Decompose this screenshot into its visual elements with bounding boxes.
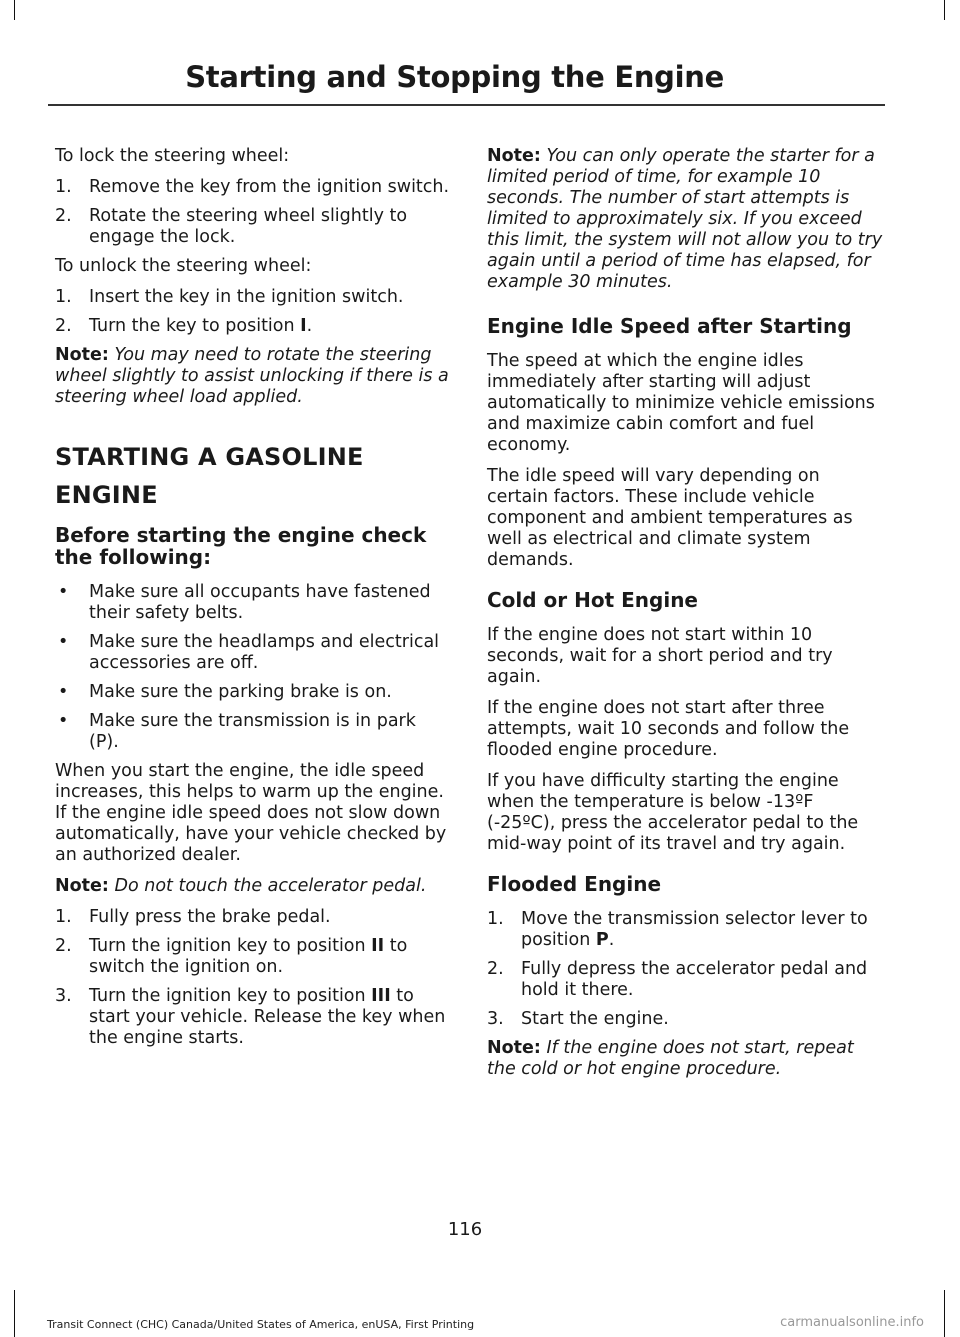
flooded-step <box>487 909 883 951</box>
checklist-text: Make sure the parking brake is on. <box>89 682 392 702</box>
step-text: Turn the ignition key to position <box>89 936 372 956</box>
checklist-heading: Before starting the engine check the following: <box>55 523 427 569</box>
start-step <box>55 907 451 928</box>
checklist-item <box>55 632 451 674</box>
section-title-line: STARTING A GASOLINE <box>55 443 364 471</box>
note-text: If the engine does not start, repeat the cold or hot engine procedure. <box>487 1038 854 1079</box>
note-text: You may need to rotate the steering wheel slightly to assist unlocking if there is a steering wheel load applied. <box>55 345 449 407</box>
position-marker: II <box>371 936 385 956</box>
flooded-step <box>487 1009 883 1030</box>
note-label: Note: <box>487 146 541 166</box>
note-label: Note: <box>55 876 109 896</box>
checklist-item <box>55 711 451 753</box>
start-step <box>55 986 451 1049</box>
step-number: 2. <box>55 936 72 956</box>
flooded-step <box>487 959 883 1001</box>
cold-paragraph: If the engine does not start after three attempts, wait 10 seconds and follow the flooded engine procedure. <box>487 698 850 760</box>
crop-mark-top-right <box>944 0 945 20</box>
flooded-engine-heading: Flooded Engine <box>487 872 662 896</box>
step-number: 2. <box>55 206 72 226</box>
step-number: 2. <box>55 316 72 336</box>
position-marker: I <box>300 316 307 336</box>
unlock-intro: To unlock the steering wheel: <box>55 256 312 276</box>
crop-mark-top-left <box>14 0 15 20</box>
note <box>487 1038 883 1080</box>
bullet-icon: • <box>58 632 69 652</box>
step-number: 1. <box>55 287 72 307</box>
idle-speed-paragraph: When you start the engine, the idle speed increases, this helps to warm up the engine. If the engine idle speed does not slow down automatically, have your vehicle checked by an authorized dealer. <box>55 761 447 865</box>
unlock-step <box>55 287 451 308</box>
bullet-icon: • <box>58 711 69 731</box>
step-number: 1. <box>55 907 72 927</box>
step-text: Rotate the steering wheel slightly to engage the lock. <box>89 206 408 247</box>
bullet-icon: • <box>58 682 69 702</box>
page-header-title: Starting and Stopping the Engine <box>185 60 724 94</box>
unlock-step <box>55 316 451 337</box>
step-number: 3. <box>55 986 72 1006</box>
step-number: 3. <box>487 1009 504 1029</box>
section-title <box>55 442 451 510</box>
step-text: Fully depress the accelerator pedal and hold it there. <box>521 959 868 1000</box>
cold-paragraph: If the engine does not start within 10 seconds, wait for a short period and try again. <box>487 625 833 687</box>
right-column <box>487 146 883 1090</box>
page-number: 116 <box>447 1219 483 1240</box>
step-text-end: . <box>306 316 313 336</box>
step-number: 1. <box>55 177 72 197</box>
note <box>55 345 451 408</box>
idle-speed-heading: Engine Idle Speed after Starting <box>487 314 852 338</box>
lock-step <box>55 177 451 198</box>
step-text: Move the transmission selector lever to position <box>521 909 868 950</box>
step-text: Turn the key to position <box>89 316 301 336</box>
note <box>55 876 451 897</box>
position-marker: III <box>371 986 391 1006</box>
step-text: Turn the ignition key to position <box>89 986 372 1006</box>
section-title-line: ENGINE <box>55 481 158 509</box>
lock-step <box>55 206 451 248</box>
note-text: Do not touch the accelerator pedal. <box>114 876 427 896</box>
step-text: Remove the key from the ignition switch. <box>89 177 450 197</box>
header-divider <box>48 104 885 106</box>
cold-paragraph: If you have difficulty starting the engine when the temperature is below -13ºF (-25ºC), press the accelerator pedal to the mid-way point of its travel and try again. <box>487 771 859 854</box>
idle-paragraph: The idle speed will vary depending on certain factors. These include vehicle component and ambient temperatures as well as electrical and climate system demands. <box>487 466 853 570</box>
step-text-end: . <box>608 930 615 950</box>
step-text: Fully press the brake pedal. <box>89 907 331 927</box>
checklist-text: Make sure the headlamps and electrical accessories are off. <box>89 632 440 673</box>
position-marker: P <box>595 930 609 950</box>
footer-text: Transit Connect (CHC) Canada/United States of America, enUSA, First Printing <box>47 1318 475 1331</box>
step-number: 1. <box>487 909 504 929</box>
step-text: Start the engine. <box>521 1009 669 1029</box>
step-number: 2. <box>487 959 504 979</box>
watermark: carmanualsonline.info <box>780 1315 924 1330</box>
crop-mark-bottom-right <box>944 1290 945 1337</box>
note-text: You can only operate the starter for a limited period of time, for example 10 seconds. The number of start attempts is limited to approximately six. If you exceed this limit, the system will not allow you to try again until a period of time has elapsed, for example 30 minutes. <box>487 146 883 292</box>
checklist-text: Make sure the transmission is in park (P). <box>89 711 416 752</box>
note <box>487 146 883 293</box>
checklist-item <box>55 682 451 703</box>
step-text-end: to switch the ignition on. <box>89 936 408 977</box>
lock-intro: To lock the steering wheel: <box>55 146 290 166</box>
step-text-end: to start your vehicle. Release the key when the engine starts. <box>89 986 446 1048</box>
start-step <box>55 936 451 978</box>
note-label: Note: <box>487 1038 541 1058</box>
checklist-text: Make sure all occupants have fastened their safety belts. <box>89 582 431 623</box>
note-label: Note: <box>55 345 109 365</box>
cold-hot-heading: Cold or Hot Engine <box>487 588 698 612</box>
left-column <box>55 146 451 1057</box>
crop-mark-bottom-left <box>14 1290 15 1337</box>
checklist-item <box>55 582 451 624</box>
step-text: Insert the key in the ignition switch. <box>89 287 404 307</box>
idle-paragraph: The speed at which the engine idles immediately after starting will adjust automatically to minimize vehicle emissions and maximize cabin comfort and fuel economy. <box>487 351 875 455</box>
bullet-icon: • <box>58 582 69 602</box>
